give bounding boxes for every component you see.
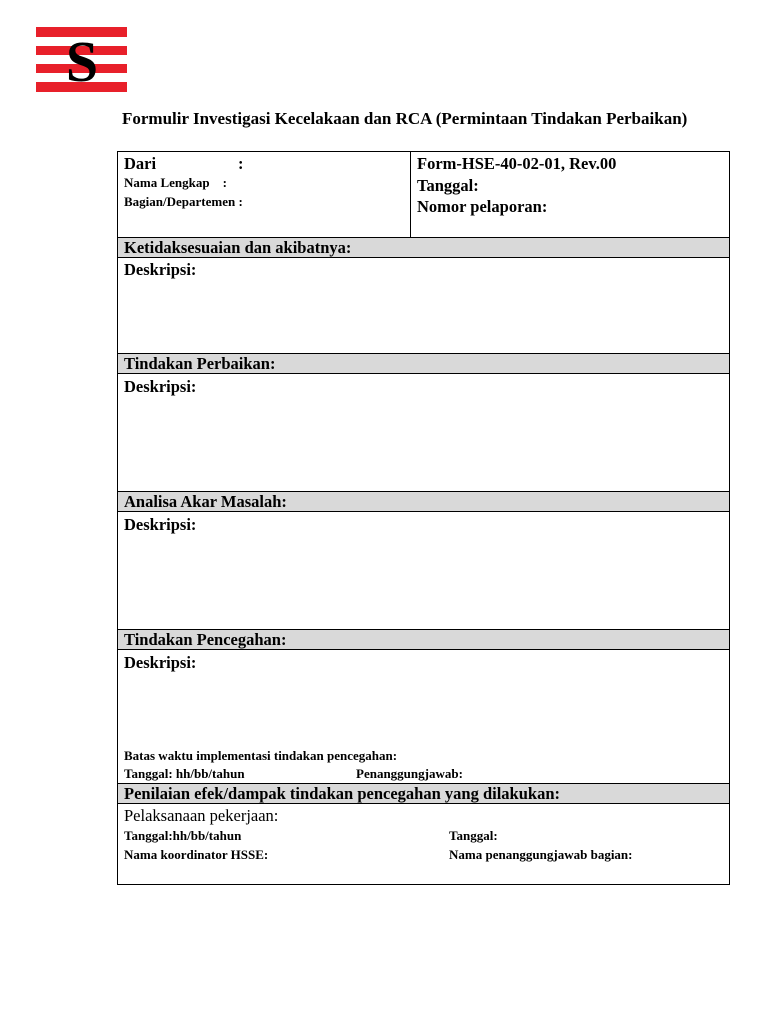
form-code: Form-HSE-40-02-01, Rev.00 bbox=[417, 154, 617, 173]
pencegahan-tanggal-label: Tanggal: hh/bb/tahun bbox=[124, 766, 245, 781]
section-heading-ketidaksesuaian bbox=[118, 237, 729, 258]
penilaian-tanggal-left: Tanggal:hh/bb/tahun bbox=[124, 828, 242, 843]
bagian-label: Bagian/Departemen : bbox=[124, 194, 243, 209]
penilaian-tanggal-right: Tanggal: bbox=[449, 828, 498, 843]
tanggal-label: Tanggal: bbox=[417, 176, 479, 195]
section-heading-text: Tindakan Pencegahan: bbox=[124, 630, 287, 649]
nomor-pelaporan-label: Nomor pelaporan: bbox=[417, 197, 548, 216]
header-divider bbox=[410, 152, 411, 237]
dari-label: Dari bbox=[124, 154, 157, 173]
section-heading-text: Tindakan Perbaikan: bbox=[124, 354, 276, 373]
batas-waktu-label: Batas waktu implementasi tindakan pencegahan: bbox=[124, 748, 398, 763]
section-heading-text: Analisa Akar Masalah: bbox=[124, 492, 287, 511]
form-table bbox=[117, 151, 730, 885]
section-heading-analisa bbox=[118, 491, 729, 512]
logo-letter: S bbox=[65, 29, 99, 92]
penanggungjawab-bagian-label: Nama penanggungjawab bagian: bbox=[449, 847, 633, 862]
dari-colon: : bbox=[238, 154, 244, 173]
pelaksanaan-label: Pelaksanaan pekerjaan: bbox=[124, 806, 279, 825]
page-title: Formulir Investigasi Kecelakaan dan RCA (Permintaan Tindakan Perbaikan) bbox=[122, 109, 688, 128]
section-desc-label: Deskripsi: bbox=[124, 653, 197, 672]
company-logo bbox=[36, 27, 127, 92]
section-heading-text: Penilaian efek/dampak tindakan pencegahan yang dilakukan: bbox=[124, 784, 560, 803]
penanggungjawab-label: Penanggungjawab: bbox=[356, 766, 463, 781]
logo-graphic bbox=[36, 27, 127, 92]
section-desc-label: Deskripsi: bbox=[124, 377, 197, 396]
section-desc-label: Deskripsi: bbox=[124, 515, 197, 534]
koordinator-hsse-label: Nama koordinator HSSE: bbox=[124, 847, 269, 862]
section-heading-text: Ketidaksesuaian dan akibatnya: bbox=[124, 238, 352, 257]
section-desc-label: Deskripsi: bbox=[124, 260, 197, 279]
section-heading-penilaian bbox=[118, 783, 729, 804]
nama-lengkap-label: Nama Lengkap : bbox=[124, 175, 227, 190]
section-heading-pencegahan bbox=[118, 629, 729, 650]
section-heading-tindakan-perbaikan bbox=[118, 353, 729, 374]
